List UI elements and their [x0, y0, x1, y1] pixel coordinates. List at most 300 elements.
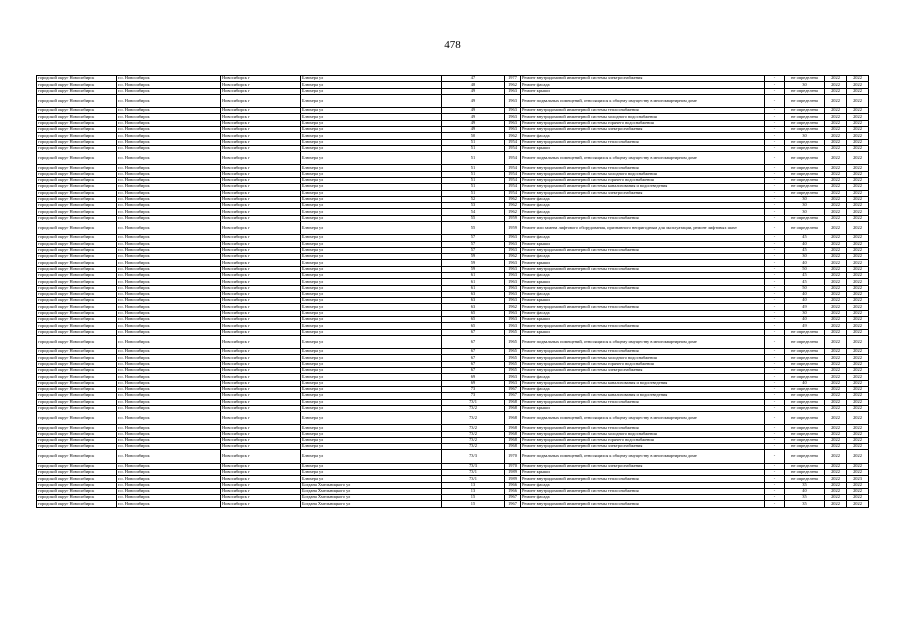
street-cell: Блюхера ул [301, 361, 442, 367]
repair-work-cell: Ремонт фасада [521, 133, 765, 139]
year-from-cell: 2022 [825, 285, 847, 291]
house-number-cell: 61 [442, 279, 505, 285]
district-cell: городской округ Новосибирск [37, 254, 117, 260]
repair-work-cell: Ремонт фасада [521, 374, 765, 380]
street-cell: Блюхера ул [301, 215, 442, 221]
build-year-cell: 1963 [505, 126, 521, 132]
year-to-cell: 2022 [847, 425, 869, 431]
repair-work-cell: Ремонт фасада [521, 310, 765, 316]
street-cell: Блюхера ул [301, 380, 442, 386]
cost-cell: не определена [785, 76, 825, 82]
district-cell: городской округ Новосибирск [37, 349, 117, 355]
build-year-cell: 1962 [505, 254, 521, 260]
year-from-cell: 2022 [825, 203, 847, 209]
build-year-cell: 1963 [505, 298, 521, 304]
repair-work-cell: Ремонт внутридомовой инженерной системы теплоснабжения [521, 304, 765, 310]
house-number-cell: 55 [442, 215, 505, 221]
municipality-cell: г.о. Новосибирск [117, 88, 221, 94]
year-from-cell: 2022 [825, 437, 847, 443]
municipality-cell: г.о. Новосибирск [117, 133, 221, 139]
cost-cell: 40 [785, 488, 825, 494]
table-row [37, 412, 869, 425]
house-number-cell: 51 [442, 171, 505, 177]
district-cell: городской округ Новосибирск [37, 335, 117, 348]
cost-cell: не определена [785, 329, 825, 335]
cost-cell: не определена [785, 165, 825, 171]
house-number-cell: 69 [442, 380, 505, 386]
year-from-cell: 2022 [825, 145, 847, 151]
build-year-cell: 1968 [505, 399, 521, 405]
house-number-cell: 51 [442, 184, 505, 190]
city-cell: Новосибирск г [221, 495, 301, 501]
cost-cell: 40 [785, 241, 825, 247]
cost-cell: 45 [785, 247, 825, 253]
year-from-cell: 2022 [825, 279, 847, 285]
build-year-cell: 1954 [505, 184, 521, 190]
table-row [37, 152, 869, 165]
municipality-cell: г.о. Новосибирск [117, 184, 221, 190]
build-year-cell: 1963 [505, 108, 521, 114]
city-cell: Новосибирск г [221, 215, 301, 221]
build-year-cell: 1963 [505, 310, 521, 316]
table-row [37, 335, 869, 348]
street-cell: Блюхера ул [301, 165, 442, 171]
build-year-cell: 1954 [505, 177, 521, 183]
municipality-cell: г.о. Новосибирск [117, 260, 221, 266]
year-from-cell: 2022 [825, 298, 847, 304]
municipality-cell: г.о. Новосибирск [117, 266, 221, 272]
cost-cell: 40 [785, 291, 825, 297]
build-year-cell: 1965 [505, 349, 521, 355]
year-to-cell: 2022 [847, 152, 869, 165]
repair-work-cell: Ремонт внутридомовой инженерной системы электроснабжения [521, 126, 765, 132]
street-cell: Богдана Хмельницкого ул [301, 482, 442, 488]
house-number-cell: 73/1 [442, 469, 505, 475]
year-to-cell: 2022 [847, 298, 869, 304]
house-number-cell: 49 [442, 88, 505, 94]
house-number-cell: 59 [442, 266, 505, 272]
municipality-cell: г.о. Новосибирск [117, 495, 221, 501]
year-from-cell: 2022 [825, 380, 847, 386]
house-number-cell: 65 [442, 323, 505, 329]
build-year-cell: 1968 [505, 444, 521, 450]
street-cell: Блюхера ул [301, 145, 442, 151]
year-from-cell: 2022 [825, 349, 847, 355]
city-cell: Новосибирск г [221, 501, 301, 507]
municipality-cell: г.о. Новосибирск [117, 476, 221, 482]
street-cell: Блюхера ул [301, 247, 442, 253]
repair-work-cell: Ремонт внутридомовой инженерной системы горячего водоснабжения [521, 120, 765, 126]
repair-work-cell: Ремонт крыши [521, 329, 765, 335]
dash-cell: - [765, 196, 785, 202]
city-cell: Новосибирск г [221, 196, 301, 202]
year-to-cell: 2023 [847, 476, 869, 482]
repair-work-cell: Ремонт внутридомовой инженерной системы теплоснабжения [521, 488, 765, 494]
year-from-cell: 2022 [825, 374, 847, 380]
district-cell: городской округ Новосибирск [37, 260, 117, 266]
dash-cell: - [765, 495, 785, 501]
district-cell: городской округ Новосибирск [37, 304, 117, 310]
repair-work-cell: Ремонт внутридомовой инженерной системы теплоснабжения [521, 139, 765, 145]
year-to-cell: 2022 [847, 368, 869, 374]
city-cell: Новосибирск г [221, 209, 301, 215]
street-cell: Блюхера ул [301, 222, 442, 235]
district-cell: городской округ Новосибирск [37, 437, 117, 443]
year-to-cell: 2022 [847, 450, 869, 463]
dash-cell: - [765, 450, 785, 463]
municipality-cell: г.о. Новосибирск [117, 139, 221, 145]
dash-cell: - [765, 393, 785, 399]
municipality-cell: г.о. Новосибирск [117, 145, 221, 151]
street-cell: Блюхера ул [301, 425, 442, 431]
repair-work-cell: Ремонт или замена лифтового оборудования, признанного непригодным для эксплуатации, ремонт лифтовых шахт [521, 222, 765, 235]
year-to-cell: 2022 [847, 335, 869, 348]
year-to-cell: 2022 [847, 323, 869, 329]
year-to-cell: 2022 [847, 285, 869, 291]
district-cell: городской округ Новосибирск [37, 399, 117, 405]
repair-work-cell: Ремонт внутридомовой инженерной системы теплоснабжения [521, 108, 765, 114]
year-from-cell: 2022 [825, 235, 847, 241]
year-from-cell: 2022 [825, 177, 847, 183]
house-number-cell: 73/2 [442, 437, 505, 443]
build-year-cell: 1963 [505, 317, 521, 323]
dash-cell: - [765, 323, 785, 329]
cost-cell: не определена [785, 139, 825, 145]
street-cell: Блюхера ул [301, 329, 442, 335]
dash-cell: - [765, 298, 785, 304]
year-to-cell: 2022 [847, 165, 869, 171]
house-number-cell: 49 [442, 114, 505, 120]
repair-work-cell: Ремонт подвальных помещений, относящихся к общему имуществу в многоквартирном доме [521, 94, 765, 107]
municipality-cell: г.о. Новосибирск [117, 298, 221, 304]
house-number-cell: 54 [442, 209, 505, 215]
dash-cell: - [765, 152, 785, 165]
dash-cell: - [765, 190, 785, 196]
municipality-cell: г.о. Новосибирск [117, 203, 221, 209]
city-cell: Новосибирск г [221, 374, 301, 380]
year-to-cell: 2022 [847, 133, 869, 139]
district-cell: городской округ Новосибирск [37, 209, 117, 215]
year-to-cell: 2022 [847, 291, 869, 297]
dash-cell: - [765, 317, 785, 323]
city-cell: Новосибирск г [221, 463, 301, 469]
street-cell: Блюхера ул [301, 463, 442, 469]
year-to-cell: 2022 [847, 495, 869, 501]
city-cell: Новосибирск г [221, 139, 301, 145]
street-cell: Блюхера ул [301, 399, 442, 405]
year-to-cell: 2022 [847, 76, 869, 82]
street-cell: Блюхера ул [301, 94, 442, 107]
year-to-cell: 2022 [847, 463, 869, 469]
year-from-cell: 2022 [825, 425, 847, 431]
district-cell: городской округ Новосибирск [37, 203, 117, 209]
build-year-cell: 1962 [505, 82, 521, 88]
city-cell: Новосибирск г [221, 120, 301, 126]
district-cell: городской округ Новосибирск [37, 469, 117, 475]
dash-cell: - [765, 469, 785, 475]
year-from-cell: 2022 [825, 323, 847, 329]
build-year-cell: 1967 [505, 501, 521, 507]
cost-cell: 30 [785, 254, 825, 260]
year-from-cell: 2022 [825, 450, 847, 463]
year-from-cell: 2022 [825, 469, 847, 475]
year-to-cell: 2022 [847, 139, 869, 145]
municipality-cell: г.о. Новосибирск [117, 152, 221, 165]
house-number-cell: 63 [442, 298, 505, 304]
dash-cell: - [765, 139, 785, 145]
municipality-cell: г.о. Новосибирск [117, 431, 221, 437]
house-number-cell: 73 [442, 386, 505, 392]
street-cell: Блюхера ул [301, 335, 442, 348]
street-cell: Блюхера ул [301, 152, 442, 165]
cost-cell: не определена [785, 393, 825, 399]
street-cell: Блюхера ул [301, 437, 442, 443]
house-number-cell: 49 [442, 120, 505, 126]
city-cell: Новосибирск г [221, 222, 301, 235]
cost-cell: 49 [785, 323, 825, 329]
municipality-cell: г.о. Новосибирск [117, 108, 221, 114]
dash-cell: - [765, 171, 785, 177]
street-cell: Блюхера ул [301, 393, 442, 399]
year-from-cell: 2022 [825, 108, 847, 114]
repair-work-cell: Ремонт подвальных помещений, относящихся к общему имуществу в многоквартирном доме [521, 412, 765, 425]
dash-cell: - [765, 126, 785, 132]
district-cell: городской округ Новосибирск [37, 368, 117, 374]
year-to-cell: 2022 [847, 405, 869, 411]
cost-cell: 35 [785, 501, 825, 507]
district-cell: городской округ Новосибирск [37, 120, 117, 126]
cost-cell: 35 [785, 495, 825, 501]
repair-work-cell: Ремонт фасада [521, 386, 765, 392]
house-number-cell: 51 [442, 190, 505, 196]
street-cell: Блюхера ул [301, 108, 442, 114]
street-cell: Блюхера ул [301, 203, 442, 209]
street-cell: Блюхера ул [301, 304, 442, 310]
year-from-cell: 2022 [825, 310, 847, 316]
cost-cell: 30 [785, 209, 825, 215]
district-cell: городской округ Новосибирск [37, 133, 117, 139]
dash-cell: - [765, 431, 785, 437]
district-cell: городской округ Новосибирск [37, 94, 117, 107]
municipality-cell: г.о. Новосибирск [117, 310, 221, 316]
year-from-cell: 2022 [825, 152, 847, 165]
year-from-cell: 2022 [825, 361, 847, 367]
year-to-cell: 2022 [847, 260, 869, 266]
repair-work-cell: Ремонт внутридомовой инженерной системы холодного водоснабжения [521, 431, 765, 437]
cost-cell: 40 [785, 317, 825, 323]
city-cell: Новосибирск г [221, 386, 301, 392]
municipality-cell: г.о. Новосибирск [117, 444, 221, 450]
cost-cell: не определена [785, 108, 825, 114]
cost-cell: 49 [785, 304, 825, 310]
city-cell: Новосибирск г [221, 165, 301, 171]
dash-cell: - [765, 82, 785, 88]
year-to-cell: 2022 [847, 88, 869, 94]
cost-cell: 40 [785, 260, 825, 266]
repair-work-cell: Ремонт внутридомовой инженерной системы теплоснабжения [521, 247, 765, 253]
year-from-cell: 2022 [825, 215, 847, 221]
dash-cell: - [765, 254, 785, 260]
repair-work-cell: Ремонт внутридомовой инженерной системы электроснабжения [521, 76, 765, 82]
repair-work-cell: Ремонт внутридомовой инженерной системы теплоснабжения [521, 323, 765, 329]
district-cell: городской округ Новосибирск [37, 431, 117, 437]
year-from-cell: 2022 [825, 82, 847, 88]
street-cell: Блюхера ул [301, 444, 442, 450]
house-number-cell: 73/1 [442, 399, 505, 405]
year-from-cell: 2022 [825, 209, 847, 215]
build-year-cell: 1963 [505, 266, 521, 272]
repair-work-cell: Ремонт внутридомовой инженерной системы холодного водоснабжения [521, 114, 765, 120]
municipality-cell: г.о. Новосибирск [117, 393, 221, 399]
municipality-cell: г.о. Новосибирск [117, 94, 221, 107]
year-from-cell: 2022 [825, 329, 847, 335]
house-number-cell: 73/2 [442, 412, 505, 425]
page-number: 478 [444, 39, 461, 51]
repair-work-cell: Ремонт внутридомовой инженерной системы теплоснабжения [521, 349, 765, 355]
municipality-cell: г.о. Новосибирск [117, 323, 221, 329]
city-cell: Новосибирск г [221, 145, 301, 151]
repair-work-cell: Ремонт внутридомовой инженерной системы электроснабжения [521, 190, 765, 196]
municipality-cell: г.о. Новосибирск [117, 177, 221, 183]
dash-cell: - [765, 133, 785, 139]
build-year-cell: 1963 [505, 291, 521, 297]
street-cell: Богдана Хмельницкого ул [301, 495, 442, 501]
house-number-cell: 49 [442, 108, 505, 114]
dash-cell: - [765, 247, 785, 253]
municipality-cell: г.о. Новосибирск [117, 285, 221, 291]
cost-cell: не определена [785, 94, 825, 107]
cost-cell: не определена [785, 355, 825, 361]
municipality-cell: г.о. Новосибирск [117, 355, 221, 361]
street-cell: Богдана Хмельницкого ул [301, 488, 442, 494]
house-number-cell: 69 [442, 374, 505, 380]
table-row [37, 94, 869, 107]
street-cell: Блюхера ул [301, 184, 442, 190]
year-to-cell: 2022 [847, 310, 869, 316]
district-cell: городской округ Новосибирск [37, 310, 117, 316]
cost-cell: 45 [785, 279, 825, 285]
street-cell: Блюхера ул [301, 190, 442, 196]
dash-cell: - [765, 335, 785, 348]
cost-cell: не определена [785, 437, 825, 443]
dash-cell: - [765, 279, 785, 285]
build-year-cell: 1963 [505, 241, 521, 247]
municipality-cell: г.о. Новосибирск [117, 190, 221, 196]
municipality-cell: г.о. Новосибирск [117, 317, 221, 323]
repair-work-cell: Ремонт фасада [521, 272, 765, 278]
year-from-cell: 2022 [825, 463, 847, 469]
repair-work-cell: Ремонт подвальных помещений, относящихся к общему имуществу в многоквартирном доме [521, 335, 765, 348]
build-year-cell: 1962 [505, 133, 521, 139]
year-from-cell: 2022 [825, 386, 847, 392]
year-to-cell: 2022 [847, 114, 869, 120]
city-cell: Новосибирск г [221, 488, 301, 494]
table-row [37, 450, 869, 463]
dash-cell: - [765, 260, 785, 266]
repair-work-cell: Ремонт внутридомовой инженерной системы теплоснабжения [521, 285, 765, 291]
year-from-cell: 2022 [825, 272, 847, 278]
district-cell: городской округ Новосибирск [37, 222, 117, 235]
city-cell: Новосибирск г [221, 444, 301, 450]
year-from-cell: 2022 [825, 405, 847, 411]
cost-cell: 30 [785, 196, 825, 202]
year-to-cell: 2022 [847, 317, 869, 323]
build-year-cell: 1954 [505, 145, 521, 151]
municipality-cell: г.о. Новосибирск [117, 437, 221, 443]
municipality-cell: г.о. Новосибирск [117, 450, 221, 463]
cost-cell: 35 [785, 482, 825, 488]
build-year-cell: 1965 [505, 368, 521, 374]
year-from-cell: 2022 [825, 482, 847, 488]
street-cell: Блюхера ул [301, 266, 442, 272]
city-cell: Новосибирск г [221, 317, 301, 323]
build-year-cell: 1977 [505, 76, 521, 82]
street-cell: Блюхера ул [301, 120, 442, 126]
house-number-cell: 15 [442, 501, 505, 507]
district-cell: городской округ Новосибирск [37, 215, 117, 221]
city-cell: Новосибирск г [221, 171, 301, 177]
year-from-cell: 2022 [825, 355, 847, 361]
street-cell: Блюхера ул [301, 272, 442, 278]
municipality-cell: г.о. Новосибирск [117, 488, 221, 494]
year-from-cell: 2022 [825, 291, 847, 297]
street-cell: Блюхера ул [301, 171, 442, 177]
city-cell: Новосибирск г [221, 304, 301, 310]
city-cell: Новосибирск г [221, 266, 301, 272]
district-cell: городской округ Новосибирск [37, 361, 117, 367]
city-cell: Новосибирск г [221, 469, 301, 475]
repair-work-cell: Ремонт внутридомовой инженерной системы горячего водоснабжения [521, 177, 765, 183]
street-cell: Блюхера ул [301, 279, 442, 285]
house-number-cell: 55 [442, 222, 505, 235]
year-to-cell: 2022 [847, 82, 869, 88]
street-cell: Блюхера ул [301, 177, 442, 183]
year-to-cell: 2022 [847, 203, 869, 209]
year-to-cell: 2022 [847, 386, 869, 392]
year-to-cell: 2022 [847, 196, 869, 202]
district-cell: городской округ Новосибирск [37, 196, 117, 202]
house-number-cell: 47 [442, 76, 505, 82]
year-from-cell: 2022 [825, 476, 847, 482]
cost-cell: не определена [785, 222, 825, 235]
municipality-cell: г.о. Новосибирск [117, 126, 221, 132]
municipality-cell: г.о. Новосибирск [117, 76, 221, 82]
district-cell: городской округ Новосибирск [37, 139, 117, 145]
municipality-cell: г.о. Новосибирск [117, 335, 221, 348]
city-cell: Новосибирск г [221, 177, 301, 183]
district-cell: городской округ Новосибирск [37, 450, 117, 463]
house-number-cell: 67 [442, 361, 505, 367]
cost-cell: 45 [785, 235, 825, 241]
municipality-cell: г.о. Новосибирск [117, 165, 221, 171]
year-to-cell: 2022 [847, 469, 869, 475]
municipality-cell: г.о. Новосибирск [117, 399, 221, 405]
year-to-cell: 2022 [847, 120, 869, 126]
cost-cell: не определена [785, 399, 825, 405]
municipality-cell: г.о. Новосибирск [117, 463, 221, 469]
house-number-cell: 73/3 [442, 450, 505, 463]
house-number-cell: 49 [442, 126, 505, 132]
build-year-cell: 1963 [505, 88, 521, 94]
house-number-cell: 73/2 [442, 444, 505, 450]
cost-cell: 40 [785, 298, 825, 304]
district-cell: городской округ Новосибирск [37, 279, 117, 285]
district-cell: городской округ Новосибирск [37, 463, 117, 469]
city-cell: Новосибирск г [221, 82, 301, 88]
dash-cell: - [765, 463, 785, 469]
city-cell: Новосибирск г [221, 247, 301, 253]
build-year-cell: 1954 [505, 152, 521, 165]
